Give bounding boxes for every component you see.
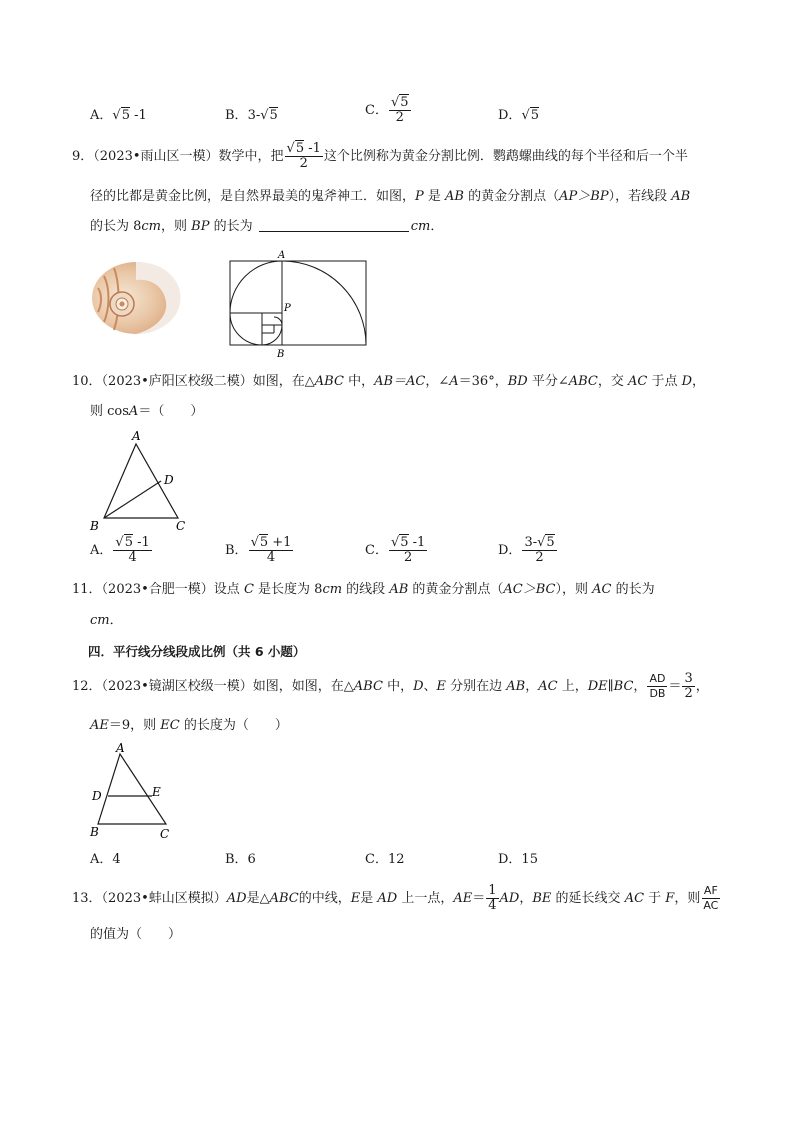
q11-line2: cm． <box>90 613 123 628</box>
golden-spiral-figure <box>225 248 370 360</box>
q8-option-c[interactable]: C． $\frac{√5}{2}$ <box>365 95 409 125</box>
q10-triangle-figure <box>86 426 196 536</box>
q10-label-d: D <box>164 473 174 487</box>
q12-label-c: C <box>160 827 170 841</box>
q13-line1: 13．（2023•蚌山区模拟）AD是△ABC的中线，E是 AD 上一点，AE＝ $\frac{1}{4}$ AD，BE 的延长线交 AC 于 F，则 $\frac{AF}{AC}$ <box>72 883 719 913</box>
q8-option-a[interactable]: A．√5 -1 <box>90 108 147 123</box>
q10-label-b: B <box>90 519 99 533</box>
q10-option-b[interactable]: B． $\frac{√5 +1}{4}$ <box>225 535 292 565</box>
section-4-heading: 四．平行线分线段成比例（共 6 小题） <box>88 644 306 659</box>
q10-label-a: A <box>132 429 141 443</box>
q12-label-e: E <box>152 785 161 799</box>
q10-line2: 则 cosA＝（ ） <box>90 404 204 419</box>
q12-line1: 12．（2023•镜湖区校级一模）如图，如图，在△ABC 中，D、E 分别在边 AB，AC 上，DE∥BC， $\frac{AD}{DB}$ ＝ $\frac{3}{2}$ ， <box>72 671 709 701</box>
q9-line1: 9．（2023•雨山区一模）数学中，把 $\frac{√5 -1}{2}$ 这个比例称为黄金分割比例．鹦鹉螺曲线的每个半径和后一个半 <box>72 141 688 171</box>
q8-option-b[interactable]: B．3-√5 <box>225 108 278 123</box>
spiral-label-b: B <box>277 349 285 360</box>
nautilus-shell-image <box>88 258 188 338</box>
q13-line2: 的值为（ ） <box>90 927 182 942</box>
q12-option-a[interactable]: A．4 <box>90 852 121 867</box>
q11-line1: 11．（2023•合肥一模）设点 C 是长度为 8cm 的线段 AB 的黄金分割点（AC＞BC），则 AC 的长为 <box>72 582 655 597</box>
q12-label-d: D <box>92 789 102 803</box>
q10-option-a[interactable]: A． $\frac{√5 -1}{4}$ <box>90 535 150 565</box>
q12-option-d[interactable]: D．15 <box>498 852 538 867</box>
q10-option-d[interactable]: D． $\frac{3-√5}{2}$ <box>498 535 555 565</box>
q12-option-c[interactable]: C．12 <box>365 852 405 867</box>
q12-line2: AE＝9，则 EC 的长度为（ ） <box>90 718 288 733</box>
q12-label-b: B <box>90 825 99 839</box>
q12-label-a: A <box>116 741 125 755</box>
q9-answer-blank[interactable] <box>259 217 409 232</box>
q10-label-c: C <box>176 519 186 533</box>
q12-triangle-figure <box>86 740 186 844</box>
q9-line3: 的长为 8cm，则 BP 的长为 cm． <box>90 219 444 234</box>
q10-option-c[interactable]: C． $\frac{√5 -1}{2}$ <box>365 535 426 565</box>
q10-line1: 10．（2023•庐阳区校级二模）如图，在△ABC 中，AB＝AC，∠A＝36°，BD 平分∠ABC，交 AC 于点 D， <box>72 374 706 389</box>
spiral-label-a: A <box>278 250 286 261</box>
q8-option-d[interactable]: D．√5 <box>498 108 540 123</box>
q9-line2: 径的比都是黄金比例，是自然界最美的鬼斧神工．如图，P 是 AB 的黄金分割点（AP＞BP），若线段 AB <box>90 189 691 204</box>
q12-option-b[interactable]: B．6 <box>225 852 256 867</box>
spiral-label-p: P <box>284 303 291 314</box>
